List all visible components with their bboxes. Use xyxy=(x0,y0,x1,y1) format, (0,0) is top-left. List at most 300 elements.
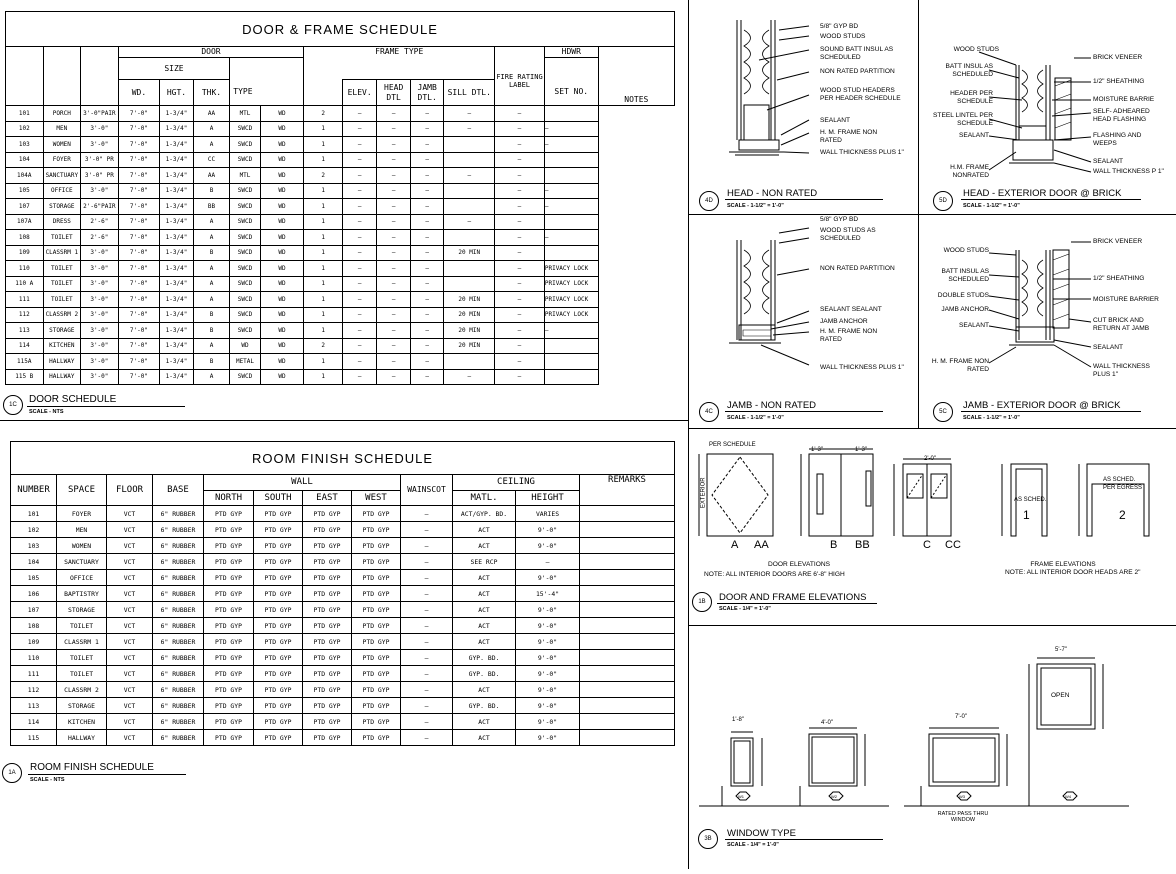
table-cell: PTD GYP xyxy=(254,682,303,698)
table-cell: VARIES xyxy=(516,506,580,522)
title-underline xyxy=(725,839,883,840)
table-cell: — xyxy=(410,276,443,292)
frame-elev-note-b: NOTE: ALL INTERIOR DOOR HEADS ARE 2" xyxy=(1005,569,1141,576)
title-underline xyxy=(961,199,1141,200)
table-cell: WD xyxy=(260,214,304,230)
table-row xyxy=(11,522,675,538)
wd-header: WD. xyxy=(118,80,160,106)
table-cell: — xyxy=(410,199,443,215)
ceiling-header: CEILING xyxy=(453,475,580,491)
table-cell xyxy=(544,168,598,184)
table-cell: 20 MIN xyxy=(444,338,495,354)
table-cell: 1-3/4" xyxy=(160,307,193,323)
table-cell: — xyxy=(495,323,545,339)
table-cell: PTD GYP xyxy=(254,570,303,586)
label-sealant: SEALANT xyxy=(958,132,989,139)
table-cell: 6" RUBBER xyxy=(153,698,204,714)
table-cell: 1-3/4" xyxy=(160,137,193,153)
table-cell: 1 xyxy=(304,230,343,246)
table-cell: ACT xyxy=(453,522,516,538)
detail-1b-scale: SCALE - 1/4" = 1'-0" xyxy=(719,606,771,612)
label-sealant-r: SEALANT xyxy=(1093,158,1124,165)
table-cell: FOYER xyxy=(57,506,107,522)
table-cell: ACT xyxy=(453,714,516,730)
table-cell: 112 xyxy=(6,307,44,323)
room-schedule-table xyxy=(10,441,675,746)
table-cell: 1 xyxy=(304,183,343,199)
head-exterior-drawing xyxy=(919,0,1176,214)
space-header: SPACE xyxy=(57,475,107,506)
table-cell: SWCD xyxy=(230,369,260,385)
dim-7-0: 7'-0" xyxy=(955,714,967,720)
table-cell: SWCD xyxy=(230,199,260,215)
table-cell: — xyxy=(342,261,377,277)
table-cell xyxy=(580,554,675,570)
table-cell: — xyxy=(410,307,443,323)
table-cell: 9'-0" xyxy=(516,698,580,714)
table-cell: 1 xyxy=(304,292,343,308)
table-cell: 108 xyxy=(6,230,44,246)
table-cell: — xyxy=(410,106,443,122)
table-cell: WD xyxy=(230,338,260,354)
table-cell xyxy=(580,522,675,538)
table-cell: 7'-0" xyxy=(118,121,160,137)
table-cell: WD xyxy=(260,106,304,122)
table-cell: PTD GYP xyxy=(204,522,254,538)
table-cell xyxy=(544,214,598,230)
table-cell: 6" RUBBER xyxy=(153,714,204,730)
table-cell: VCT xyxy=(107,666,153,682)
table-cell: — xyxy=(495,214,545,230)
table-cell: — xyxy=(342,338,377,354)
table-cell: 9'-0" xyxy=(516,666,580,682)
table-cell: 1 xyxy=(304,245,343,261)
table-row xyxy=(11,650,675,666)
wainscot-header: WAINSCOT xyxy=(401,475,453,506)
table-row xyxy=(6,292,675,308)
table-cell: BAPTISTRY xyxy=(57,586,107,602)
table-cell: 6" RUBBER xyxy=(153,650,204,666)
table-cell: — xyxy=(444,214,495,230)
table-cell: 101 xyxy=(11,506,57,522)
table-row xyxy=(6,152,675,168)
table-cell: — xyxy=(377,137,410,153)
room-schedule-scale: SCALE - NTS xyxy=(30,777,65,783)
table-cell: 9'-0" xyxy=(516,682,580,698)
caption-underline xyxy=(27,406,185,407)
label-batt-insul: BATT INSUL AS SCHEDULED xyxy=(945,63,993,78)
as-sched-egress-label: AS SCHED. PER EGRESS xyxy=(1103,477,1143,491)
table-cell: — xyxy=(410,214,443,230)
table-cell: PTD GYP xyxy=(352,666,401,682)
table-cell: 6" RUBBER xyxy=(153,506,204,522)
table-cell: — xyxy=(410,152,443,168)
table-cell xyxy=(580,538,675,554)
table-cell: PTD GYP xyxy=(204,570,254,586)
table-cell: ACT xyxy=(453,682,516,698)
table-cell: 7'-0" xyxy=(118,106,160,122)
table-cell: — xyxy=(495,152,545,168)
hgt-header: HGT. xyxy=(160,80,193,106)
label-sheathing: 1/2" SHEATHING xyxy=(1093,275,1145,282)
table-cell: — xyxy=(377,214,410,230)
table-cell xyxy=(444,261,495,277)
table-cell: 2'-6"PAIR xyxy=(81,199,119,215)
label-wall-thickness: WALL THICKNESS P 1" xyxy=(1093,168,1164,175)
table-cell: SEE RCP xyxy=(453,554,516,570)
table-cell xyxy=(444,137,495,153)
table-cell: PTD GYP xyxy=(303,522,352,538)
table-cell: 3'-0" xyxy=(81,323,119,339)
table-cell: 9'-0" xyxy=(516,650,580,666)
table-cell: 3'-0" PR xyxy=(81,168,119,184)
table-cell: 1-3/4" xyxy=(160,230,193,246)
table-cell: DRESS xyxy=(43,214,81,230)
room-finish-schedule xyxy=(8,441,674,783)
table-cell: 20 MIN xyxy=(444,292,495,308)
table-cell: — xyxy=(544,121,598,137)
table-cell: 1-3/4" xyxy=(160,369,193,385)
table-cell: — xyxy=(377,106,410,122)
table-cell: VCT xyxy=(107,586,153,602)
table-cell: TOILET xyxy=(57,650,107,666)
type-header: TYPE xyxy=(230,80,304,106)
table-cell: — xyxy=(495,338,545,354)
table-row xyxy=(6,323,675,339)
table-cell: — xyxy=(495,354,545,370)
table-cell: ACT xyxy=(453,618,516,634)
table-cell: PTD GYP xyxy=(303,618,352,634)
table-cell xyxy=(544,354,598,370)
table-cell: WD xyxy=(260,137,304,153)
table-cell: WD xyxy=(260,307,304,323)
table-cell: HALLWAY xyxy=(43,354,81,370)
detail-5c-scale: SCALE - 1-1/2" = 1'-0" xyxy=(963,415,1020,421)
label-non-rated-partition: NON RATED PARTITION xyxy=(820,68,895,75)
table-cell: TOILET xyxy=(57,618,107,634)
table-cell: PTD GYP xyxy=(303,730,352,746)
table-cell: 3'-0" xyxy=(81,292,119,308)
table-cell: PTD GYP xyxy=(352,682,401,698)
table-cell: 107 xyxy=(6,199,44,215)
table-cell: PRIVACY LOCK xyxy=(544,307,598,323)
table-cell: 110 xyxy=(11,650,57,666)
table-cell: — xyxy=(544,183,598,199)
detail-4d-title: HEAD - NON RATED xyxy=(727,188,818,199)
table-cell: PTD GYP xyxy=(254,522,303,538)
table-cell: 7'-0" xyxy=(118,199,160,215)
table-cell: — xyxy=(410,261,443,277)
table-cell: 113 xyxy=(6,323,44,339)
table-cell: 3'-0" xyxy=(81,261,119,277)
label-brick-veneer: BRICK VENEER xyxy=(1093,238,1143,245)
table-cell: — xyxy=(401,618,453,634)
table-cell: — xyxy=(401,506,453,522)
table-cell: 6" RUBBER xyxy=(153,586,204,602)
table-cell: PTD GYP xyxy=(303,634,352,650)
table-cell: PTD GYP xyxy=(352,730,401,746)
table-cell: 101 xyxy=(6,106,44,122)
table-cell: 7'-0" xyxy=(118,276,160,292)
window-tag-w4: W4 xyxy=(1065,794,1071,799)
table-cell xyxy=(580,602,675,618)
detail-5c-title: JAMB - EXTERIOR DOOR @ BRICK xyxy=(963,400,1121,411)
door-label-bb: BB xyxy=(855,539,870,551)
table-cell: SWCD xyxy=(230,137,260,153)
table-cell xyxy=(444,152,495,168)
frame-label-2: 2 xyxy=(1119,508,1126,522)
table-cell: PTD GYP xyxy=(204,682,254,698)
table-cell: 1 xyxy=(304,369,343,385)
table-cell: WD xyxy=(260,199,304,215)
table-cell: CC xyxy=(193,152,230,168)
table-cell: — xyxy=(410,323,443,339)
table-cell: 7'-0" xyxy=(118,137,160,153)
dim-1-8: 1'-8" xyxy=(732,717,744,723)
table-cell: 7'-0" xyxy=(118,230,160,246)
table-cell: — xyxy=(401,650,453,666)
set-no-header: SET NO. xyxy=(544,80,598,106)
table-cell: WD xyxy=(260,261,304,277)
table-cell: — xyxy=(342,168,377,184)
table-cell: 102 xyxy=(11,522,57,538)
table-cell: CLASSRM 1 xyxy=(57,634,107,650)
table-row xyxy=(11,538,675,554)
table-cell: 3'-0" PR xyxy=(81,152,119,168)
table-cell: 1 xyxy=(304,261,343,277)
table-cell: 7'-0" xyxy=(118,338,160,354)
table-cell: SANCTUARY xyxy=(43,168,81,184)
window-tag-w1: W1 xyxy=(738,794,744,799)
table-cell: — xyxy=(377,323,410,339)
table-cell: A xyxy=(193,261,230,277)
table-cell: — xyxy=(401,698,453,714)
window-tag-w3: W3 xyxy=(959,794,965,799)
table-cell: 9'-0" xyxy=(516,522,580,538)
per-schedule-label: PER SCHEDULE xyxy=(709,442,756,448)
label-gyp-bd: 5/8" GYP BD xyxy=(820,216,859,223)
table-row xyxy=(11,698,675,714)
detail-4c-scale: SCALE - 1-1/2" = 1'-0" xyxy=(727,415,784,421)
table-cell: — xyxy=(342,137,377,153)
table-cell: WD xyxy=(260,276,304,292)
table-cell: SWCD xyxy=(230,245,260,261)
table-cell: — xyxy=(495,168,545,184)
table-cell xyxy=(544,338,598,354)
table-cell: 9'-0" xyxy=(516,602,580,618)
table-cell: PTD GYP xyxy=(254,650,303,666)
table-cell: A xyxy=(193,137,230,153)
label-head-flashing: SELF- ADHEARED HEAD FLASHING xyxy=(1093,108,1150,123)
label-sealant: SEALANT xyxy=(958,322,989,329)
detail-4d-bubble: 4D xyxy=(699,191,719,211)
label-non-rated-partition: NON RATED PARTITION xyxy=(820,265,895,272)
table-cell xyxy=(444,354,495,370)
table-cell: 109 xyxy=(6,245,44,261)
table-cell: — xyxy=(342,276,377,292)
table-cell: — xyxy=(401,730,453,746)
table-cell: B xyxy=(193,307,230,323)
table-cell: 1-3/4" xyxy=(160,354,193,370)
floor-header: FLOOR xyxy=(107,475,153,506)
table-cell: 108 xyxy=(11,618,57,634)
east-header: EAST xyxy=(303,490,352,506)
table-cell: 103 xyxy=(6,137,44,153)
table-cell: 6" RUBBER xyxy=(153,666,204,682)
table-cell xyxy=(580,650,675,666)
table-cell: PTD GYP xyxy=(204,586,254,602)
table-cell: WOMEN xyxy=(57,538,107,554)
table-cell: — xyxy=(495,183,545,199)
table-cell: — xyxy=(401,714,453,730)
table-cell: GYP. BD. xyxy=(453,698,516,714)
table-cell: STORAGE xyxy=(43,199,81,215)
table-cell: — xyxy=(342,106,377,122)
table-row xyxy=(6,369,675,385)
table-cell: — xyxy=(444,168,495,184)
table-cell: VCT xyxy=(107,714,153,730)
table-cell: 20 MIN xyxy=(444,323,495,339)
table-cell: VCT xyxy=(107,650,153,666)
detail-3b-scale: SCALE - 1/4" = 1'-0" xyxy=(727,842,779,848)
label-moisture-barrier: MOISTURE BARRIE xyxy=(1093,96,1155,103)
table-cell: SWCD xyxy=(230,323,260,339)
table-cell: 1-3/4" xyxy=(160,276,193,292)
table-cell: PTD GYP xyxy=(254,714,303,730)
exterior-label: EXTERIOR xyxy=(700,477,707,509)
table-cell: PTD GYP xyxy=(254,730,303,746)
table-cell: PTD GYP xyxy=(204,698,254,714)
table-cell: 107A xyxy=(6,214,44,230)
table-cell: OFFICE xyxy=(43,183,81,199)
label-wall-thickness: WALL THICKNESS PLUS 1" xyxy=(820,364,904,371)
table-cell: B xyxy=(193,245,230,261)
table-cell: SWCD xyxy=(230,292,260,308)
table-cell: GYP. BD. xyxy=(453,666,516,682)
table-cell: — xyxy=(377,307,410,323)
table-cell: — xyxy=(377,152,410,168)
table-cell: — xyxy=(495,245,545,261)
table-cell: STORAGE xyxy=(57,602,107,618)
detail-1b-bubble: 1B xyxy=(692,592,712,612)
table-cell: PTD GYP xyxy=(254,586,303,602)
table-cell: — xyxy=(495,307,545,323)
table-cell xyxy=(580,698,675,714)
label-jamb-anchor: JAMB ANCHOR xyxy=(941,306,989,313)
table-cell: WD xyxy=(260,230,304,246)
table-cell: — xyxy=(342,369,377,385)
table-cell xyxy=(444,199,495,215)
table-cell: — xyxy=(377,292,410,308)
table-cell: PTD GYP xyxy=(204,634,254,650)
table-cell: 3'-0" xyxy=(81,137,119,153)
table-cell: 104A xyxy=(6,168,44,184)
table-cell: PTD GYP xyxy=(352,522,401,538)
table-cell: 6" RUBBER xyxy=(153,730,204,746)
label-wood-studs: WOOD STUDS xyxy=(820,33,866,40)
table-cell: — xyxy=(342,354,377,370)
table-cell: 2'-6" xyxy=(81,230,119,246)
table-cell: PTD GYP xyxy=(303,698,352,714)
table-cell: — xyxy=(410,338,443,354)
door-group-header: DOOR xyxy=(118,47,304,58)
table-cell: WD xyxy=(260,369,304,385)
table-cell: 1 xyxy=(304,137,343,153)
table-row xyxy=(11,586,675,602)
dim-2: 1'-3" xyxy=(855,447,867,453)
table-cell: — xyxy=(516,554,580,570)
table-cell: 7'-0" xyxy=(118,214,160,230)
label-moisture-barrier: MOISTURE BARRIER xyxy=(1093,296,1159,303)
table-row xyxy=(11,714,675,730)
label-jamb-anchor: JAMB ANCHOR xyxy=(820,318,868,325)
table-cell: PTD GYP xyxy=(352,570,401,586)
table-cell: WD xyxy=(260,354,304,370)
table-cell: PTD GYP xyxy=(254,698,303,714)
frame-label-1: 1 xyxy=(1023,508,1030,522)
height-header: HEIGHT xyxy=(516,490,580,506)
table-row xyxy=(6,168,675,184)
table-cell: PTD GYP xyxy=(204,730,254,746)
table-cell: — xyxy=(544,323,598,339)
detail-5c-bubble: 5C xyxy=(933,402,953,422)
table-cell: PTD GYP xyxy=(352,554,401,570)
table-cell: TOILET xyxy=(43,261,81,277)
table-cell: 7'-0" xyxy=(118,323,160,339)
table-row xyxy=(6,261,675,277)
table-cell: 3'-0" xyxy=(81,307,119,323)
detail-1b-title: DOOR AND FRAME ELEVATIONS xyxy=(719,592,867,603)
table-cell: — xyxy=(377,369,410,385)
thk-header: THK. xyxy=(193,80,230,106)
table-cell: — xyxy=(342,323,377,339)
jamb-dtl-header: JAMB DTL. xyxy=(410,80,443,106)
table-cell: — xyxy=(342,199,377,215)
table-cell: VCT xyxy=(107,730,153,746)
table-cell: 1-3/4" xyxy=(160,121,193,137)
label-wood-studs: WOOD STUDS AS SCHEDULED xyxy=(820,227,876,242)
table-cell: HALLWAY xyxy=(43,369,81,385)
table-row xyxy=(11,634,675,650)
detail-1b xyxy=(689,429,1176,625)
table-cell: 6" RUBBER xyxy=(153,634,204,650)
table-cell: 6" RUBBER xyxy=(153,538,204,554)
label-sealant: SEALANT SEALANT xyxy=(820,306,882,313)
table-cell: PTD GYP xyxy=(303,650,352,666)
table-cell: PRIVACY LOCK xyxy=(544,261,598,277)
table-cell: — xyxy=(410,292,443,308)
table-cell: ACT xyxy=(453,602,516,618)
table-cell: PTD GYP xyxy=(303,554,352,570)
table-cell: 113 xyxy=(11,698,57,714)
table-row xyxy=(6,307,675,323)
label-sound-batt: SOUND BATT INSUL AS SCHEDULED xyxy=(820,46,894,61)
table-row xyxy=(6,245,675,261)
table-cell: 7'-0" xyxy=(118,152,160,168)
table-cell: PTD GYP xyxy=(352,538,401,554)
table-cell: 105 xyxy=(11,570,57,586)
table-cell: — xyxy=(495,121,545,137)
table-cell: 2'-6" xyxy=(81,214,119,230)
table-cell: 6" RUBBER xyxy=(153,570,204,586)
table-cell: PTD GYP xyxy=(352,714,401,730)
table-cell: 6" RUBBER xyxy=(153,682,204,698)
table-cell: 7'-0" xyxy=(118,261,160,277)
table-cell: SWCD xyxy=(230,261,260,277)
table-row xyxy=(6,354,675,370)
detail-5d-title: HEAD - EXTERIOR DOOR @ BRICK xyxy=(963,188,1122,199)
table-cell: 9'-0" xyxy=(516,618,580,634)
